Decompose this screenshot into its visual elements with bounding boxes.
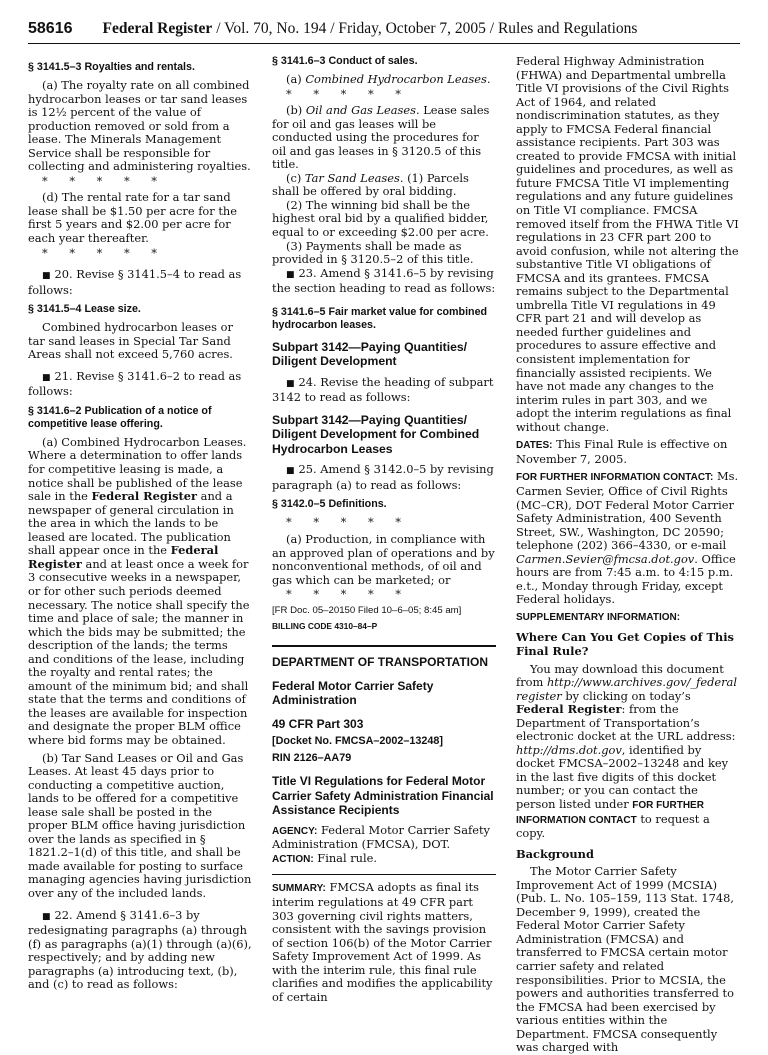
paragraph: (2) The winning bid shall be the highest oral bid by a qualified bidder, equal to or exceeding $2.00 per acre.	[272, 197, 489, 240]
ellipsis-stars: * * * * *	[42, 245, 157, 260]
section-heading: § 3141.5–4 Lease size.	[28, 303, 141, 316]
column-2	[272, 55, 496, 1055]
dates-line: DATES: This Final Rule is effective on November 7, 2005.	[516, 437, 728, 466]
paragraph: (a) Combined Hydrocarbon Leases.	[286, 72, 491, 86]
ellipsis-stars: * * * * *	[286, 587, 401, 602]
rule-title: Title VI Regulations for Federal Motor Carrier Safety Administration Financial Assistance Recipients	[272, 774, 494, 818]
amendatory-instruction: ■ 20. Revise § 3141.5–4 to read as follows:	[28, 267, 242, 297]
department-heading: DEPARTMENT OF TRANSPORTATION	[272, 655, 488, 670]
agency-line: AGENCY: Federal Motor Carrier Safety Administration (FMCSA), DOT.	[272, 822, 490, 852]
divider	[272, 874, 496, 875]
issue-details: / Vol. 70, No. 194 / Friday, October 7, 2005 / Rules and Regulations	[216, 20, 638, 37]
paragraph: (a) The royalty rate on all combined hydrocarbon leases or tar sand leases is 12½ percent of the value of production removed or sold from a lease. The Minerals Management Service shall be responsible for collecting and administering royalties.	[28, 78, 251, 174]
square-bullet-icon: ■	[286, 269, 295, 280]
amendatory-instruction: ■ 23. Amend § 3141.6–5 by revising the section heading to read as follows:	[272, 265, 496, 296]
section-heading: § 3141.6–3 Conduct of sales.	[272, 55, 418, 67]
square-bullet-icon: ■	[42, 271, 51, 282]
square-bullet-icon: ■	[286, 466, 295, 477]
section-heading: § 3141.6–5 Fair market value for combined hydrocarbon leases.	[272, 305, 488, 331]
amendatory-instruction: ■ 21. Revise § 3141.6–2 to read as follows:	[28, 368, 242, 399]
section-divider	[272, 645, 496, 647]
paragraph: (a) Production, in compliance with an approved plan of operations and by nonconventional methods, of oil and gas which can be marketed; or	[272, 531, 495, 587]
subpart-heading: Subpart 3142—Paying Quantities/ Diligent Development	[272, 339, 468, 369]
action-line: ACTION: Final rule.	[272, 850, 378, 865]
page-number: 58616	[28, 20, 73, 37]
ellipsis-stars: * * * * *	[286, 515, 401, 530]
ellipsis-stars: * * * * *	[286, 86, 401, 101]
paragraph: (b) Tar Sand Leases or Oil and Gas Leases. At least 45 days prior to conducting a competitive auction, lands to be offered for a competitive lease sale shall be posted in the proper BLM office having jurisdiction over the lands as specified in § 1821.2–1(d) of this title, and shall be made available for posting to surface managing agencies having jurisdiction over any of the included lands.	[28, 750, 252, 900]
publication-name: Federal Register	[102, 20, 213, 37]
summary-paragraph: SUMMARY: FMCSA adopts as final its interim regulations at 49 CFR part 303 governing civil rights matters, consistent with the savings provision of section 106(b) of the Motor Carrier Safety Improvement Act of 1999. As with the interim rule, this final rule clarifies and modifies the applicability of certain	[272, 880, 493, 1004]
square-bullet-icon: ■	[42, 372, 51, 383]
supplementary-heading: SUPPLEMENTARY INFORMATION:	[516, 611, 681, 623]
docket-url: http://dms.dot.gov	[516, 742, 622, 757]
column-3	[516, 55, 740, 1055]
section-heading: § 3141.5–3 Royalties and rentals.	[28, 61, 195, 73]
section-heading: § 3142.0–5 Definitions.	[272, 498, 387, 511]
section-heading: § 3141.6–2 Publication of a notice of competitive lease offering.	[28, 404, 212, 430]
paragraph: (b) Oil and Gas Leases. Lease sales for oil and gas leases will be conducted using the procedures for oil and gas leases in § 3120.5 of this title.	[272, 103, 490, 172]
contact-paragraph: FOR FURTHER INFORMATION CONTACT: Ms. Carmen Sevier, Office of Civil Rights (MC–CR), DOT Federal Motor Carrier Safety Administration, 400 Seventh Street, SW., Washington, DC 20590; telephone (202) 366–4330, or e-mail Carmen.Sevier@fmcsa.dot.gov. Office hours are from 7:45 a.m. to 4:15 p.m. e.t., Monday through Friday, except Federal holidays.	[516, 469, 739, 607]
paragraph: (3) Payments shall be made as provided in § 3120.5–2 of this title.	[272, 238, 474, 267]
archives-url: http://www.archives.gov/_federal register	[516, 675, 737, 703]
fr-doc-line: [FR Doc. 05–20150 Filed 10–6–05; 8:45 am]	[272, 604, 462, 616]
header-rule	[28, 43, 740, 44]
subpart-heading: Subpart 3142—Paying Quantities/ Diligent Development for Combined Hydrocarbon Leases	[272, 412, 480, 456]
amendatory-instruction: ■ 25. Amend § 3142.0–5 by revising paragraph (a) to read as follows:	[272, 462, 494, 492]
paragraph: The Motor Carrier Safety Improvement Act of 1999 (MCSIA) (Pub. L. No. 105–159, 113 Stat. 1748, December 9, 1999), created the Federal Motor Carrier Safety Administration (FMCSA) and transferred to FMCSA certain motor carrier safety and related responsibilities. Prior to MCSIA, the powers and authorities transferred to the FMCSA had been exercised by various entities within the Department. FMCSA consequently was charged with	[516, 864, 735, 1055]
column-1	[28, 55, 252, 1055]
paragraph: Federal Highway Administration (FHWA) and Departmental umbrella Title VI provisions of the Civil Rights Act of 1964, and related nondiscrimination statutes, as they apply to FMCSA Federal financial assistance recipients. Part 303 was created to provide FMCSA with initial guidelines and procedures, as well as future FMCSA Title VI implementing regulations and any future guidelines on Title VI compliance. FMCSA removed itself from the FHWA Title VI regulations in 23 CFR part 200 to avoid confusion, while not altering the substantive Title VI obligations of FMCSA and its grantees. FMCSA remains subject to the Departmental umbrella Title VI regulations in 49 CFR part 21 and will develop as needed further guidelines and procedures to assure effective and consistent implementation for financially assisted recipients. We have not made any changes to the interim rules in part 303, and we adopt the interim regulations as final without change.	[516, 54, 739, 434]
docket-number: [Docket No. FMCSA–2002–13248]	[272, 735, 444, 748]
background-heading: Background	[516, 846, 594, 861]
contact-email: Carmen.Sevier@fmcsa.dot.gov	[516, 551, 695, 566]
cfr-part: 49 CFR Part 303	[272, 716, 364, 731]
square-bullet-icon: ■	[42, 911, 51, 922]
agency-heading: Federal Motor Carrier Safety Administration	[272, 678, 434, 708]
columns	[28, 55, 740, 1055]
paragraph: You may download this document from http://www.archives.gov/_federal register by clicking on today’s Federal Register: from the Department of Transportation’s electronic docket at the URL address: http://dms.dot.gov, identified by docket FMCSA–2002–13248 and key in the last five digits of this docket number; or you can contact the person listed under FOR FURTHER INFORMATION CONTACT to request a copy.	[516, 661, 737, 841]
billing-code: BILLING CODE 4310–84–P	[272, 620, 378, 631]
paragraph: (a) Combined Hydrocarbon Leases. Where a determination to offer lands for competitive leasing is made, a notice shall be published of the lease sale in the Federal Register and a newspaper of general circulation in the area in which the lands to be leased are located. The publication shall appear once in the Federal Register and at least once a week for 3 consecutive weeks in a newspaper, or for other such periods deemed necessary. The notice shall specify the time and place of sale; the manner in which the bids may be submitted; the description of the lands; the terms and conditions of the lease, including the royalty and rental rates; the amount of the minimum bid; and shall state that the terms and conditions of the leases are available for inspection and designate the proper BLM office where bid forms may be obtained.	[28, 434, 250, 747]
paragraph: (d) The rental rate for a tar sand lease shall be $1.50 per acre for the first 5 years and $2.00 per acre for each year thereafter.	[28, 190, 238, 246]
copies-heading: Where Can You Get Copies of This Final Rule?	[516, 630, 734, 658]
ellipsis-stars: * * * * *	[42, 173, 157, 188]
paragraph: (c) Tar Sand Leases. (1) Parcels shall be offered by oral bidding.	[272, 170, 469, 199]
amendatory-instruction: ■ 22. Amend § 3141.6–3 by redesignating paragraphs (a) through (f) as paragraphs (a)(1) through (a)(6), respectively; and by adding new paragraphs (a) introducing text, (b), and (c) to read as follows:	[28, 907, 252, 992]
amendatory-instruction: ■ 24. Revise the heading of subpart 3142 to read as follows:	[272, 374, 494, 405]
rin-number: RIN 2126–AA79	[272, 752, 352, 765]
square-bullet-icon: ■	[286, 378, 295, 389]
page-header	[28, 20, 740, 38]
paragraph: Combined hydrocarbon leases or tar sand leases in Special Tar Sand Areas shall not exceed 5,760 acres.	[28, 320, 233, 362]
